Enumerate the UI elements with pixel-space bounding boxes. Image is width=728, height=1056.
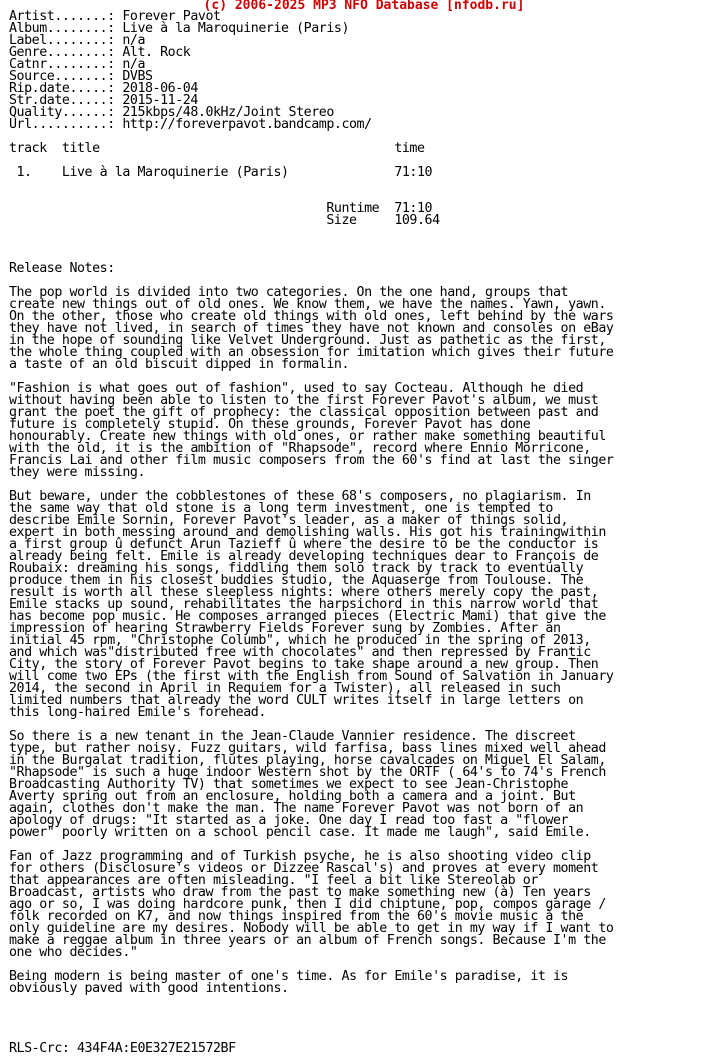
nfo-line: create new things out of old ones. We know them, we have the names. Yawn, yawn. <box>9 297 606 312</box>
nfo-line: grant the poet the gift of prophecy: the classical opposition between past and <box>9 405 599 420</box>
nfo-line: Broadcasting Authority TV) that sometimes we expect to see Jean-Christophe <box>9 777 569 792</box>
nfo-line: impression of hearing Strawberry Fields Forever sung by Zombies. After an <box>9 621 561 636</box>
nfo-line: the same way that old stone is a long term investment, one is tempted to <box>9 501 553 516</box>
nfo-line: a first group û defunct Arun Tazieff û where the desire to be the conductor is <box>9 537 599 552</box>
nfo-line: ago or so, I was doing hardcore punk, then I did chiptune, pop, compos garage / <box>9 897 606 912</box>
nfo-line: one who decides." <box>9 945 138 960</box>
nfo-line: On the other, those who create old things with old ones, left behind by the wars <box>9 309 614 324</box>
nfo-line: Url..........: http://foreverpavot.bandcamp.com/ <box>9 117 372 132</box>
nfo-line: in the Burgalat tradition, flutes playing, horse cavalcades on Miguel El Salam, <box>9 753 606 768</box>
nfo-line: describe Emile Sornin, Forever Pavot's leader, as a maker of things solid, <box>9 513 569 528</box>
nfo-line: RLS-Crc: 434F4A:E0E327E21572BF <box>9 1041 236 1056</box>
nfo-line: apology of drugs: "It started as a joke. One day I read too fast a "flower <box>9 813 569 828</box>
nfo-line: Size 109.64 <box>9 213 440 228</box>
nfo-line: Emile stacks up sound, rehabilitates the harpsichord in this narrow world that <box>9 597 599 612</box>
nfo-line: The pop world is divided into two categories. On the one hand, groups that <box>9 285 569 300</box>
nfo-line: Being modern is being master of one's time. As for Emile's paradise, it is <box>9 969 569 984</box>
nfo-line: power" poorly written on a school pencil case. It made me laugh", said Emile. <box>9 825 591 840</box>
nfo-line: and which was"distributed free with chocolates" and then repressed by Frantic <box>9 645 591 660</box>
nfo-line: But beware, under the cobblestones of these 68's composers, no plagiarism. In <box>9 489 591 504</box>
nfo-line: Str.date.....: 2015-11-24 <box>9 93 198 108</box>
nfo-line: "Rhapsode" is such a huge indoor Western shot by the ORTF ( 64's to 74's French <box>9 765 606 780</box>
nfo-line: the whole thing coupled with an obsession for imitation which gives their future <box>9 345 614 360</box>
nfo-line: that appearances are often misleading. "I feel a bit like Stereolab or <box>9 873 538 888</box>
nfo-line: initial 45 rpm, "Christophe Columb", which he produced in the spring of 2013, <box>9 633 591 648</box>
nfo-line: this long-haired Emile's forehead. <box>9 705 266 720</box>
nfo-line: So there is a new tenant in the Jean-Claude Vannier residence. The discreet <box>9 729 576 744</box>
nfo-line: limited numbers that already the word CULT writes itself in large letters on <box>9 693 584 708</box>
nfo-line: Roubaix: dreaming his songs, fiddling them solo track by track to eventually <box>9 561 584 576</box>
nfo-line: expert in both messing around and demolishing walls. His got his trainingwithin <box>9 525 606 540</box>
nfo-line: Catnr........: n/a <box>9 57 145 72</box>
nfo-line: Francis Lai and other film music composers from the 60's find at last the singer <box>9 453 614 468</box>
nfo-line: result is worth all these sleepless nights: where others merely copy the past, <box>9 585 599 600</box>
nfo-line: Fan of Jazz programming and of Turkish psyche, he is also shooting video clip <box>9 849 591 864</box>
nfo-line: they were missing. <box>9 465 145 480</box>
nfo-line: Label........: n/a <box>9 33 145 48</box>
nfo-line: Artist.......: Forever Pavot <box>9 9 221 24</box>
nfo-line: Album........: Live à la Maroquinerie (Paris) <box>9 21 349 36</box>
nfo-line: 1. Live à la Maroquinerie (Paris) 71:10 <box>9 165 433 180</box>
nfo-line: in the hope of sounding like Velvet Underground. Just as pathetic as the first, <box>9 333 606 348</box>
nfo-line: for others (Disclosure's videos or Dizzee Rascal's) and proves at every moment <box>9 861 599 876</box>
nfo-line: they have not lived, in search of times they have not known and consoles on eBay <box>9 321 614 336</box>
nfo-line: obviously paved with good intentions. <box>9 981 289 996</box>
nfo-line: Release Notes: <box>9 261 115 276</box>
nfo-line: only guideline are my desires. Nobody will be able to get in my way if I want to <box>9 921 614 936</box>
nfo-line: with the old, it is the ambition of "Rhapsode", record where Ennio Morricone, <box>9 441 591 456</box>
nfo-line: without having been able to listen to the first Forever Pavot's album, we must <box>9 393 599 408</box>
nfo-line: folk recorded on K7, and now things inspired from the 60's movie music à the <box>9 909 584 924</box>
nfo-line: make a reggae album in three years or an album of French songs. Because I'm the <box>9 933 606 948</box>
nfo-line: "Fashion is what goes out of fashion", used to say Cocteau. Although he died <box>9 381 584 396</box>
copyright-banner: (c) 2006-2025 MP3 NFO Database [nfodb.ru] <box>203 0 525 13</box>
nfo-line: produce them in his closest buddies studio, the Aquaserge from Toulouse. The <box>9 573 584 588</box>
nfo-line: Broadcast, artists who draw from the past to make something new (à) Ten years <box>9 885 591 900</box>
nfo-line: Genre........: Alt. Rock <box>9 45 191 60</box>
nfo-line: has become pop music. He composes arranged pieces (Electric Mami) that give the <box>9 609 606 624</box>
nfo-line: Source.......: DVBS <box>9 69 153 84</box>
nfo-line: City, the story of Forever Pavot begins to take shape around a new group. Then <box>9 657 599 672</box>
nfo-line: future is completely stupid. On these grounds, Forever Pavot has done <box>9 417 531 432</box>
nfo-line: will come two EPs (the first with the English from Sound of Salvation in January <box>9 669 614 684</box>
nfo-line: track title time <box>9 141 425 156</box>
nfo-line: Rip.date.....: 2018-06-04 <box>9 81 198 96</box>
nfo-line: again, clothes don't make the man. The name Forever Pavot was not born of an <box>9 801 584 816</box>
nfo-line: 2014, the second in April in Requiem for a Twister), all released in such <box>9 681 561 696</box>
nfo-line: Averty spring out from an enclosure, holding both a camera and a joint. But <box>9 789 576 804</box>
nfo-line: honourably. Create new things with old ones, or rather make something beautiful <box>9 429 606 444</box>
nfo-line: already being felt. Emile is already developing techniques dear to François de <box>9 549 599 564</box>
nfo-text <box>9 11 613 1055</box>
nfo-line: a taste of an old biscuit dipped in formalin. <box>9 357 349 372</box>
nfo-line: type, but rather noisy. Fuzz guitars, wild farfisa, bass lines mixed well ahead <box>9 741 606 756</box>
nfo-line: Quality......: 215kbps/48.0kHz/Joint Stereo <box>9 105 334 120</box>
nfo-line: Runtime 71:10 <box>9 201 433 216</box>
